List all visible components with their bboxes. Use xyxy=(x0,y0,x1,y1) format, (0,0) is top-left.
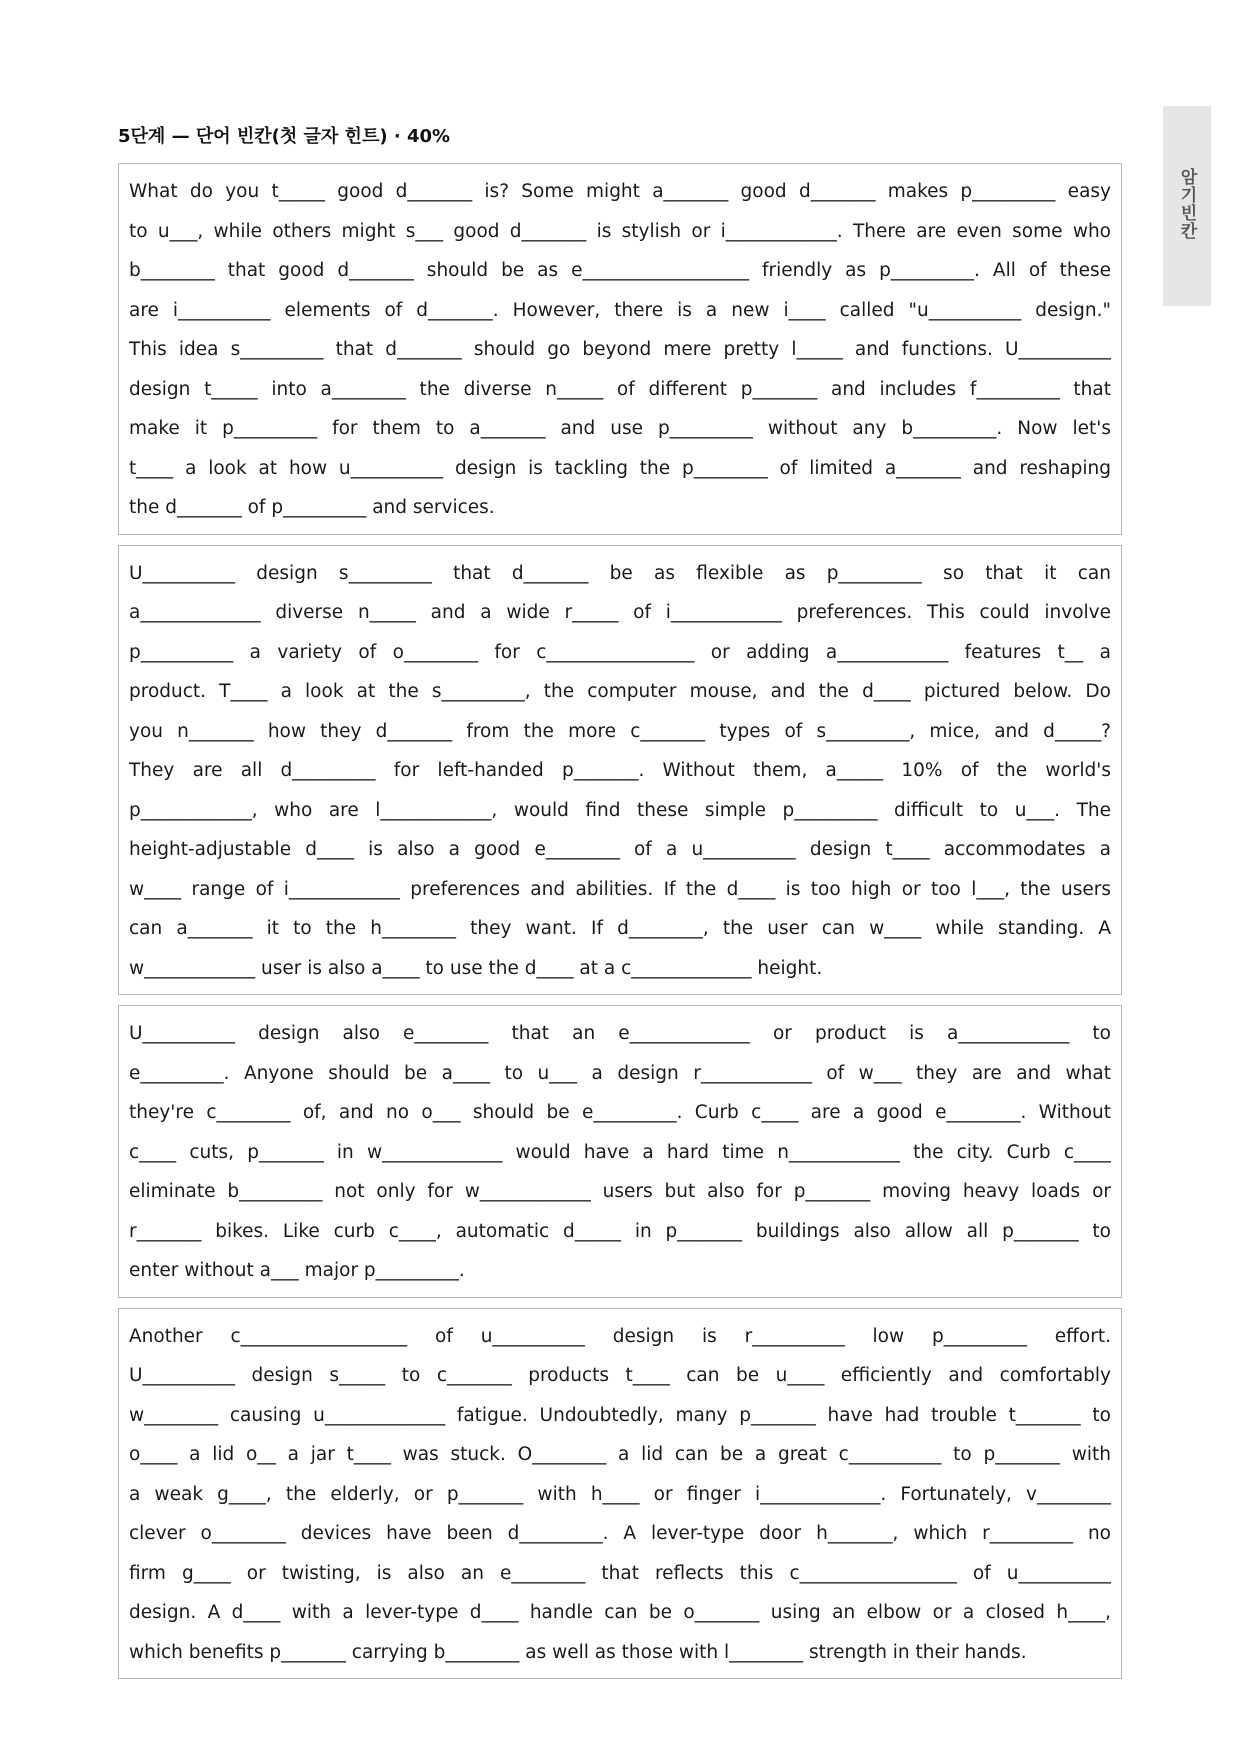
passage-line: design. A d____ with a lever-type d____ handle can be o_______ using an elbow or a closed h____, xyxy=(129,1602,1111,1623)
page-heading: 5단계 — 단어 빈칸(첫 글자 힌트) · 40% xyxy=(118,126,451,147)
passage-line: product. T____ a look at the s_________, the computer mouse, and the d____ pictured below. Do xyxy=(129,681,1111,702)
passage-line: design t_____ into a________ the diverse n_____ of different p_______ and includes f_________ that xyxy=(129,378,1111,400)
passage-block xyxy=(118,1308,1122,1680)
passage-line: they're c________ of, and no o___ should be e_________. Curb c____ are a good e________. Without xyxy=(129,1102,1111,1123)
passage-line: which benefits p_______ carrying b________ as well as those with l________ strength in their hands. xyxy=(129,1641,1027,1663)
side-tab xyxy=(1163,106,1211,306)
passage-line: can a_______ it to the h________ they want. If d________, the user can w____ while standing. A xyxy=(129,918,1111,939)
passage-line: b________ that good d_______ should be as e__________________ friendly as p_________. All of these xyxy=(129,260,1111,281)
passage-line: w________ causing u_____________ fatigue. Undoubtedly, many p_______ have had trouble t_______ to xyxy=(129,1404,1111,1426)
passage-block xyxy=(118,545,1122,996)
passage-line: p__________ a variety of o________ for c________________ or adding a____________ features t__ a xyxy=(129,641,1111,663)
passage-line: This idea s_________ that d_______ should go beyond mere pretty l_____ and functions. U__________ xyxy=(129,339,1111,360)
passage-line: U__________ design s_________ that d_______ be as flexible as p_________ so that it can xyxy=(129,562,1111,584)
passage-line: enter without a___ major p_________. xyxy=(129,1260,465,1281)
passage-line: to u___, while others might s___ good d_______ is stylish or i____________. There are even some who xyxy=(129,220,1111,242)
passage-line: e_________. Anyone should be a____ to u___ a design r____________ of w___ they are and what xyxy=(129,1062,1111,1084)
passage-block xyxy=(118,163,1122,535)
passage-line: a_____________ diverse n_____ and a wide r_____ of i____________ preferences. This could involve xyxy=(129,602,1111,623)
passage-line: make it p_________ for them to a_______ and use p_________ without any b_________. Now let's xyxy=(129,418,1111,439)
passage-line: o____ a lid o__ a jar t____ was stuck. O________ a lid can be a great c__________ to p_______ with xyxy=(129,1444,1111,1465)
passage-line: U__________ design also e________ that an e_____________ or product is a____________ to xyxy=(129,1023,1111,1044)
passage-line: you n_______ how they d_______ from the more c_______ types of s_________, mice, and d_____? xyxy=(129,720,1111,742)
passage-line: t____ a look at how u__________ design is tackling the p________ of limited a_______ and reshaping xyxy=(129,457,1111,479)
passage-block xyxy=(118,1005,1122,1298)
passage-line: height-adjustable d____ is also a good e________ of a u__________ design t____ accommodates a xyxy=(129,839,1111,860)
passage-line: are i__________ elements of d_______. However, there is a new i____ called "u__________ design." xyxy=(129,299,1111,321)
passage-line: p____________, who are l____________, would find these simple p_________ difficult to u___. The xyxy=(129,799,1111,821)
passage-line: firm g____ or twisting, is also an e________ that reflects this c_________________ of u__________ xyxy=(129,1562,1111,1584)
passage-line: U__________ design s_____ to c_______ products t____ can be u____ efficiently and comfortably xyxy=(129,1365,1111,1386)
worksheet-content xyxy=(118,163,1122,1689)
passage-line: the d_______ of p_________ and services. xyxy=(129,497,495,518)
passage-line: clever o________ devices have been d_________. A lever-type door h_______, which r_________ no xyxy=(129,1523,1111,1544)
passage-line: eliminate b_________ not only for w____________ users but also for p_______ moving heavy loads or xyxy=(129,1181,1111,1202)
passage-line: What do you t_____ good d_______ is? Some might a_______ good d_______ makes p_________ easy xyxy=(129,181,1111,202)
passage-line: a weak g____, the elderly, or p_______ with h____ or finger i_____________. Fortunately, v________ xyxy=(129,1483,1111,1505)
side-tab-label: 암기빈칸 xyxy=(1176,168,1197,240)
passage-line: They are all d_________ for left-handed p_______. Without them, a_____ 10% of the world's xyxy=(129,760,1111,781)
passage-line: Another c__________________ of u__________ design is r__________ low p_________ effort. xyxy=(129,1325,1111,1347)
passage-line: c____ cuts, p_______ in w_____________ would have a hard time n____________ the city. Curb c____ xyxy=(129,1141,1111,1163)
passage-line: w____________ user is also a____ to use the d____ at a c_____________ height. xyxy=(129,957,823,979)
passage-line: r_______ bikes. Like curb c____, automatic d_____ in p_______ buildings also allow all p_______ to xyxy=(129,1220,1111,1242)
passage-line: w____ range of i____________ preferences and abilities. If the d____ is too high or too l___, the users xyxy=(129,878,1111,900)
